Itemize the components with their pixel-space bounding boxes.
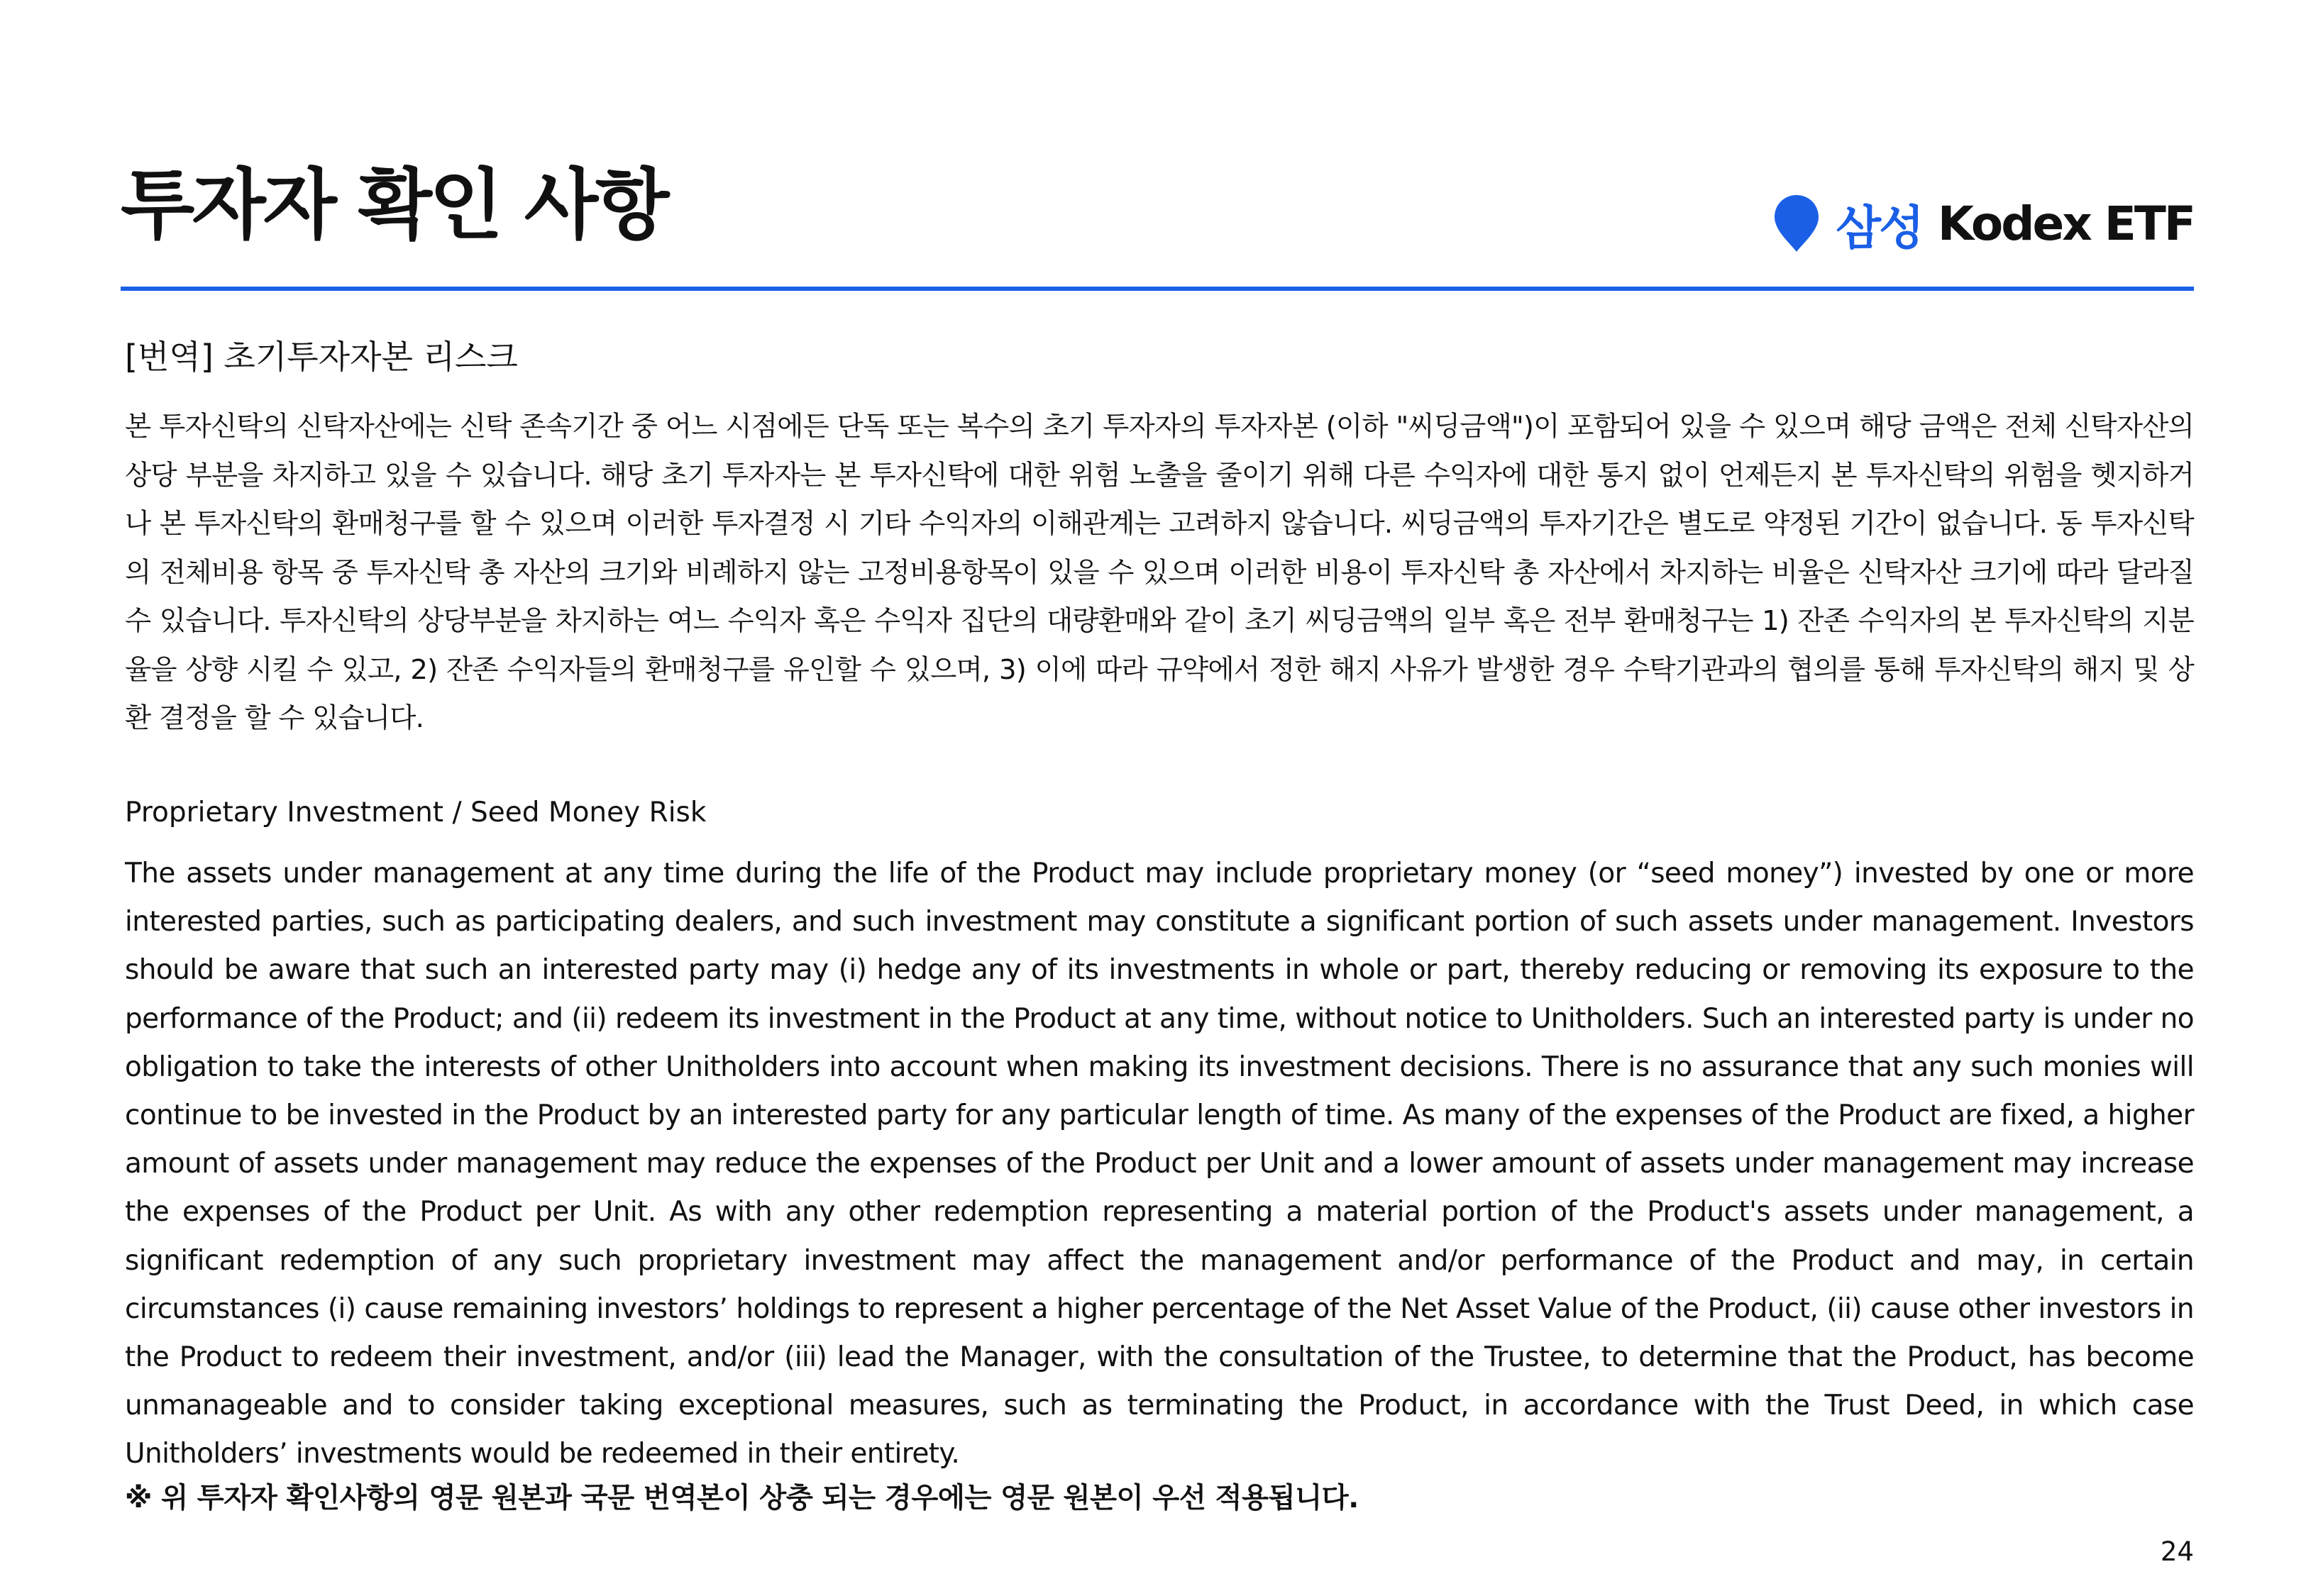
page-title: 투자자 확인 사항	[121, 161, 667, 250]
korean-section-heading: [번역] 초기투자자본 리스크	[125, 338, 518, 376]
location-pin-icon	[1773, 194, 1820, 253]
pin-shape	[1775, 195, 1819, 252]
brand-logo	[1773, 192, 2194, 255]
brand-name-english: Kodex ETF	[1937, 196, 2194, 251]
brand-name-korean: 삼성	[1836, 200, 1922, 255]
header-divider	[121, 287, 2194, 291]
korean-section-body: 본 투자신탁의 신탁자산에는 신탁 존속기간 중 어느 시점에든 단독 또는 복수의 초기 투자자의 투자자본 (이하 "씨딩금액")이 포함되어 있을 수 있으며 해당 금액은 전체 신탁자산의 상당 부분을 차지하고 있을 수 있습니다. 해당 초기 투자자는 본 투자신탁에 대한 위험 노출을 줄이기 위해 다른 수익자에 대한 통지 없이 언제든지 본 투자신탁의 위험을 헷지하거나 본 투자신탁의 환매청구를 할 수 있으며 이러한 투자결정 시 기타 수익자의 이해관계는 고려하지 않습니다. 씨딩금액의 투자기간은 별도로 약정된 기간이 없습니다. 동 투자신탁의 전체비용 항목 중 투자신탁 총 자산의 크기와 비례하지 않는 고정비용항목이 있을 수 있으며 이러한 비용이 투자신탁 총 자산에서 차지하는 비율은 신탁자산 크기에 따라 달라질 수 있습니다. 투자신탁의 상당부분을 차지하는 여느 수익자 혹은 수익자 집단의 대량환매와 같이 초기 씨딩금액의 일부 혹은 전부 환매청구는 1) 잔존 수익자의 본 투자신탁의 지분율을 상향 시킬 수 있고, 2) 잔존 수익자들의 환매청구를 유인할 수 있으며, 3) 이에 따라 규약에서 정한 해지 사유가 발생한 경우 수탁기관과의 협의를 통해 투자신탁의 해지 및 상환 결정을 할 수 있습니다.	[125, 411, 2194, 734]
english-section-body: The assets under management at any time during the life of the Product may include proprietary money (or “seed money”) invested by one or more interested parties, such as participating dealers, and such investment may constitute a significant portion of such assets under management. Investors should be aware that such an interested party may (i) hedge any of its investments in whole or part, thereby reducing or removing its exposure to the performance of the Product; and (ii) redeem its investment in the Product at any time, without notice to Unitholders. Such an interested party is under no obligation to take the interests of other Unitholders into account when making its investment decisions. There is no assurance that any such monies will continue to be invested in the Product by an interested party for any particular length of time. As many of the expenses of the Product are fixed, a higher amount of assets under management may reduce the expenses of the Product per Unit and a lower amount of assets under management may increase the expenses of the Product per Unit. As with any other redemption representing a material portion of the Product's assets under management, a significant redemption of any such proprietary investment may affect the management and/or performance of the Product and may, in certain circumstances (i) cause remaining investors’ holdings to represent a higher percentage of the Net Asset Value of the Product, (ii) cause other investors in the Product to redeem their investment, and/or (iii) lead the Manager, with the consultation of the Trustee, to determine that the Product, has become unmanageable and to consider taking exceptional measures, such as terminating the Product, in accordance with the Trust Deed, in which case Unitholders’ investments would be redeemed in their entirety.	[125, 858, 2194, 1470]
english-section-heading: Proprietary Investment / Seed Money Risk	[125, 797, 707, 829]
page-number: 24	[2160, 1536, 2194, 1567]
precedence-note: ※ 위 투자자 확인사항의 영문 원본과 국문 번역본이 상충 되는 경우에는 영문 원본이 우선 적용됩니다.	[125, 1482, 1359, 1514]
